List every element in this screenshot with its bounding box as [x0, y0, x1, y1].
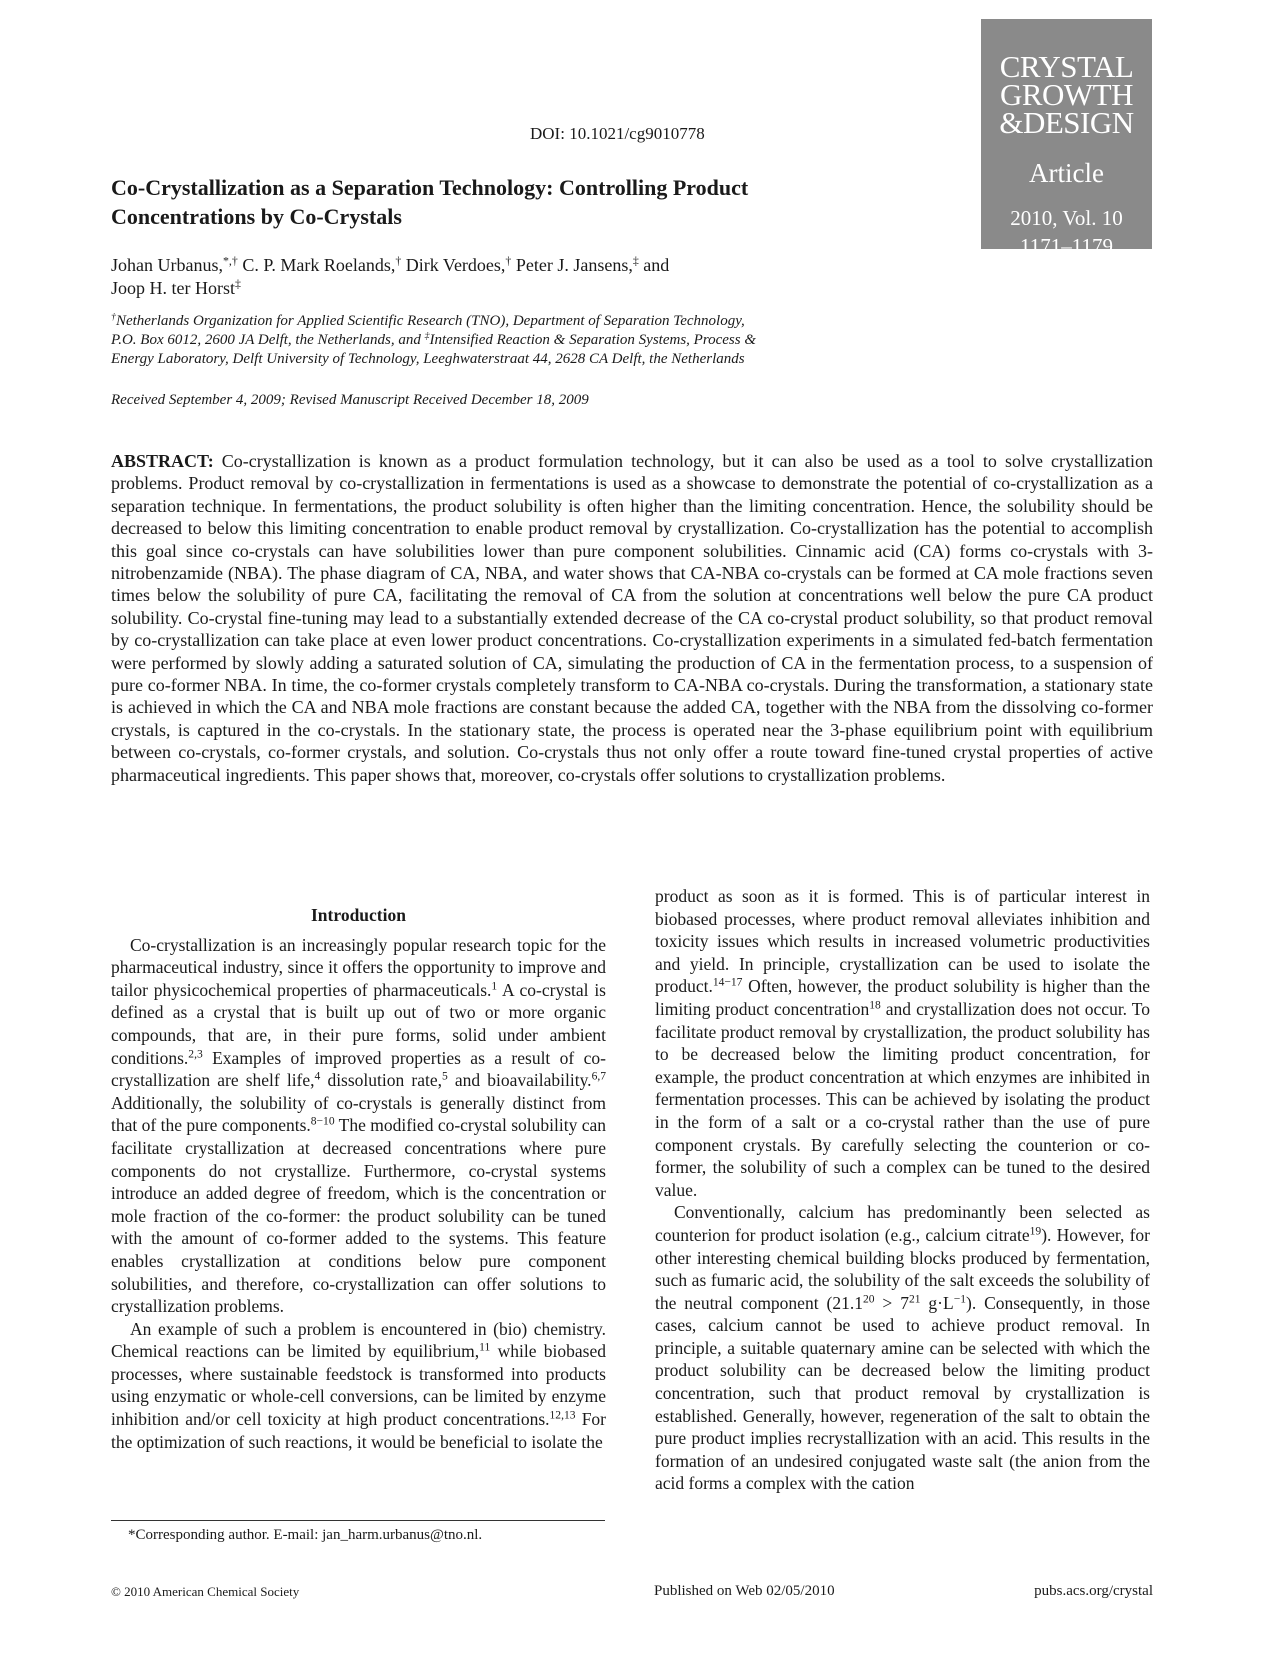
- citation: 8−10: [310, 1116, 335, 1128]
- affiliation-text: Energy Laboratory, Delft University of Technology, Leeghwaterstraat 44, 2628 CA Delft, the Netherlands: [111, 351, 745, 367]
- received-dates: Received September 4, 2009; Revised Manuscript Received December 18, 2009: [111, 392, 589, 408]
- paragraph: [111, 934, 606, 1318]
- text-run: and crystallization does not occur. To facilitate product removal by crystallization, the product solubility has to be decreased below the limiting product concentration, for example, the product concentration at which enzymes are inhibited in fermentation processes. This can be achieved by isolating the product in the form of a salt or a co-crystal rather than the use of pure component crystals. By carefully selecting the counterion or co-former, the solubility of such a complex can be tuned to the desired value.: [655, 998, 1150, 1200]
- paragraph: [655, 1201, 1150, 1495]
- affiliation-text: Intensified Reaction & Separation Systems, Process &: [429, 332, 757, 348]
- publication-date: Published on Web 02/05/2010: [654, 1583, 835, 1599]
- abstract-text: Co-crystallization is known as a product formulation technology, but it can also be used as a tool to solve crystallization problems. Product removal by co-crystallization in fermentations is used as a showcase to demonstrate the potential of co-crystallization as a separation technique. In fermentations, the product solubility is often higher than the limiting concentration. Hence, the solubility should be decreased to below this limiting concentration to enable product removal by crystallization. Co-crystallization has the potential to accomplish this goal since co-crystals can have solubilities lower than pure component solubilities. Cinnamic acid (CA) forms co-crystals with 3-nitrobenzamide (NBA). The phase diagram of CA, NBA, and water shows that CA-NBA co-crystals can be formed at CA mole fractions seven times below the solubility of pure CA, facilitating the removal of CA from the solution at concentrations well below the pure CA product solubility. Co-crystal fine-tuning may lead to a substantially extended decrease of the CA co-crystal product solubility, so that product removal by co-crystallization can take place at even lower product concentrations. Co-crystallization experiments in a simulated fed-batch fermentation were performed by slowly adding a saturated solution of CA, simulating the production of CA in the fermentation process, to a suspension of pure co-former NBA. In time, the co-former crystals completely transform to CA-NBA co-crystals. During the transformation, a stationary state is achieved in which the CA and NBA mole fractions are constant because the added CA, together with the NBA from the dissolving co-former crystals, is captured in the co-crystals. In the stationary state, the process is operated near the 3-phase equilibrium point with equilibrium between co-crystals, co-former crystals, and solution. Co-crystals thus not only offer a route toward fine-tuned crystal properties of active pharmaceutical ingredients. This paper shows that, moreover, co-crystals offer solutions to crystallization problems.: [111, 451, 1153, 785]
- text-run: An example of such a problem is encountered in (bio) chemistry. Chemical reactions can be limited by equilibrium,: [111, 1318, 606, 1362]
- author-marks: †: [505, 253, 512, 268]
- author-conjunction: and: [638, 255, 670, 275]
- author-name: Peter J. Jansens,: [511, 255, 633, 275]
- text-run: Additionally, the solubility of co-crystals is generally distinct from that of the pure components.: [111, 1092, 606, 1136]
- text-run: dissolution rate,: [320, 1070, 442, 1091]
- volume-year: 2010, Vol. 10: [1010, 206, 1123, 230]
- footnote-divider: [111, 1520, 605, 1521]
- page-range: 1171–1179: [1020, 234, 1113, 258]
- abstract: [111, 450, 1153, 786]
- text-run: Co-crystallization is an increasingly popular research topic for the pharmaceutical industry, since it offers the opportunity to improve and tailor physicochemical properties of pharmaceuticals.: [111, 934, 606, 1000]
- corresponding-author-footnote: *Corresponding author. E-mail: jan_harm.urbanus@tno.nl.: [128, 1527, 483, 1543]
- text-run: For the optimization of such reactions, it would be beneficial to isolate the: [111, 1409, 607, 1452]
- citation: 2,3: [188, 1048, 203, 1061]
- title-line-2: Concentrations by Co-Crystals: [111, 204, 402, 229]
- journal-name-line-3: &DESIGN: [999, 105, 1134, 140]
- author-marks: †: [395, 253, 402, 268]
- journal-name-line-1: CRYSTAL: [999, 49, 1134, 84]
- abstract-label: ABSTRACT:: [111, 451, 214, 471]
- citation: 14−17: [712, 977, 743, 990]
- citation: 6,7: [591, 1070, 606, 1083]
- article-type: Article: [1029, 158, 1104, 188]
- exponent: −1: [953, 1293, 966, 1306]
- journal-volume: [981, 204, 1152, 260]
- citation: 19: [1029, 1225, 1042, 1238]
- copyright-notice: © 2010 American Chemical Society: [111, 1584, 300, 1599]
- text-run: product as soon as it is formed. This is of particular interest in biobased processes, where product removal alleviates inhibition and toxicity issues which results in increased volumetric productivities and yield. In principle, crystallization can be used to isolate the product.: [655, 886, 1150, 997]
- text-run: Examples of improved properties as a result of co-crystallization are shelf life,: [111, 1047, 606, 1091]
- text-run: > 7: [874, 1292, 909, 1313]
- affiliation-mark: ‡: [424, 330, 430, 342]
- author-name: Johan Urbanus,: [111, 255, 223, 275]
- text-run: g·L: [920, 1292, 954, 1313]
- text-run: and bioavailability.: [447, 1070, 592, 1091]
- affiliation-text: Netherlands Organization for Applied Scientific Research (TNO), Department of Separation Technology,: [115, 313, 745, 329]
- text-run: The modified co-crystal solubility can facilitate crystallization at decreased concentrations where pure components do not crystallize. Furthermore, co-crystal systems introduce an added degree of freedom, which is the concentration or mole fraction of the co-former: the product solubility can be tuned with the amount of co-former added to the systems. This feature enables crystallization at conditions below pure component solubilities, and therefore, co-crystallization can offer solutions to crystallization problems.: [111, 1115, 606, 1317]
- article-title: [111, 173, 871, 231]
- author-marks: ‡: [235, 276, 241, 291]
- citation: 18: [869, 999, 881, 1012]
- text-run: Often, however, the product solubility is higher than the limiting product concentration: [655, 976, 1150, 1019]
- title-line-1: Co-Crystallization as a Separation Technology: Controlling Product: [111, 175, 749, 200]
- author-name: Joop H. ter Horst: [111, 278, 235, 298]
- affiliations: [111, 312, 891, 369]
- journal-badge: [981, 19, 1152, 258]
- text-run: ). Consequently, in those cases, calcium cannot be used to achieve product removal. In principle, a suitable quaternary amine can be selected with which the product solubility can be decreased below the limiting product concentration, such that product removal by crystallization is established. Generally, however, regeneration of the salt to obtain the pure product implies recrystallization with an acid. This results in the formation of an undesired conjugated waste salt (the anion from the acid forms a complex with the cation: [655, 1292, 1150, 1494]
- citation: 4: [314, 1070, 321, 1083]
- author-marks: ‡: [632, 253, 639, 268]
- affiliation-mark: †: [111, 311, 116, 323]
- author-name: Dirk Verdoes,: [401, 255, 506, 275]
- affiliation-text: P.O. Box 6012, 2600 JA Delft, the Netherlands, and: [111, 332, 425, 348]
- text-run: while biobased processes, where sustainable feedstock is transformed into products using enzymatic or whole-cell conversions, can be limited by enzyme inhibition and/or cell toxicity at high product concentrations.: [111, 1341, 606, 1430]
- author-list: [111, 254, 871, 300]
- paragraph: [655, 885, 1150, 1201]
- paragraph: [111, 1318, 606, 1454]
- doi: DOI: 10.1021/cg9010778: [530, 124, 705, 143]
- citation: 12,13: [549, 1409, 576, 1422]
- left-column: [111, 904, 606, 1453]
- journal-name-line-2: GROWTH: [999, 77, 1134, 112]
- text-run: A co-crystal is defined as a crystal that is built up out of two or more organic compounds, that are, in their pure forms, solid under ambient conditions.: [111, 979, 606, 1068]
- right-column: [655, 885, 1150, 1495]
- text-run: Conventionally, calcium has predominantly been selected as counterion for product isolation (e.g., calcium citrate: [655, 1202, 1150, 1245]
- journal-website: pubs.acs.org/crystal: [1034, 1583, 1153, 1599]
- citation: 20: [862, 1293, 875, 1306]
- citation: 5: [441, 1070, 448, 1083]
- text-run: ). However, for other interesting chemical building blocks produced by fermentation, such as fumaric acid, the solubility of the salt exceeds the solubility of the neutral component (21.1: [655, 1224, 1150, 1313]
- citation: 1: [491, 980, 498, 993]
- section-heading-introduction: Introduction: [311, 905, 406, 925]
- author-marks: *,†: [222, 253, 238, 268]
- citation: 21: [908, 1293, 921, 1306]
- citation: 11: [479, 1341, 491, 1354]
- author-name: C. P. Mark Roelands,: [237, 255, 396, 275]
